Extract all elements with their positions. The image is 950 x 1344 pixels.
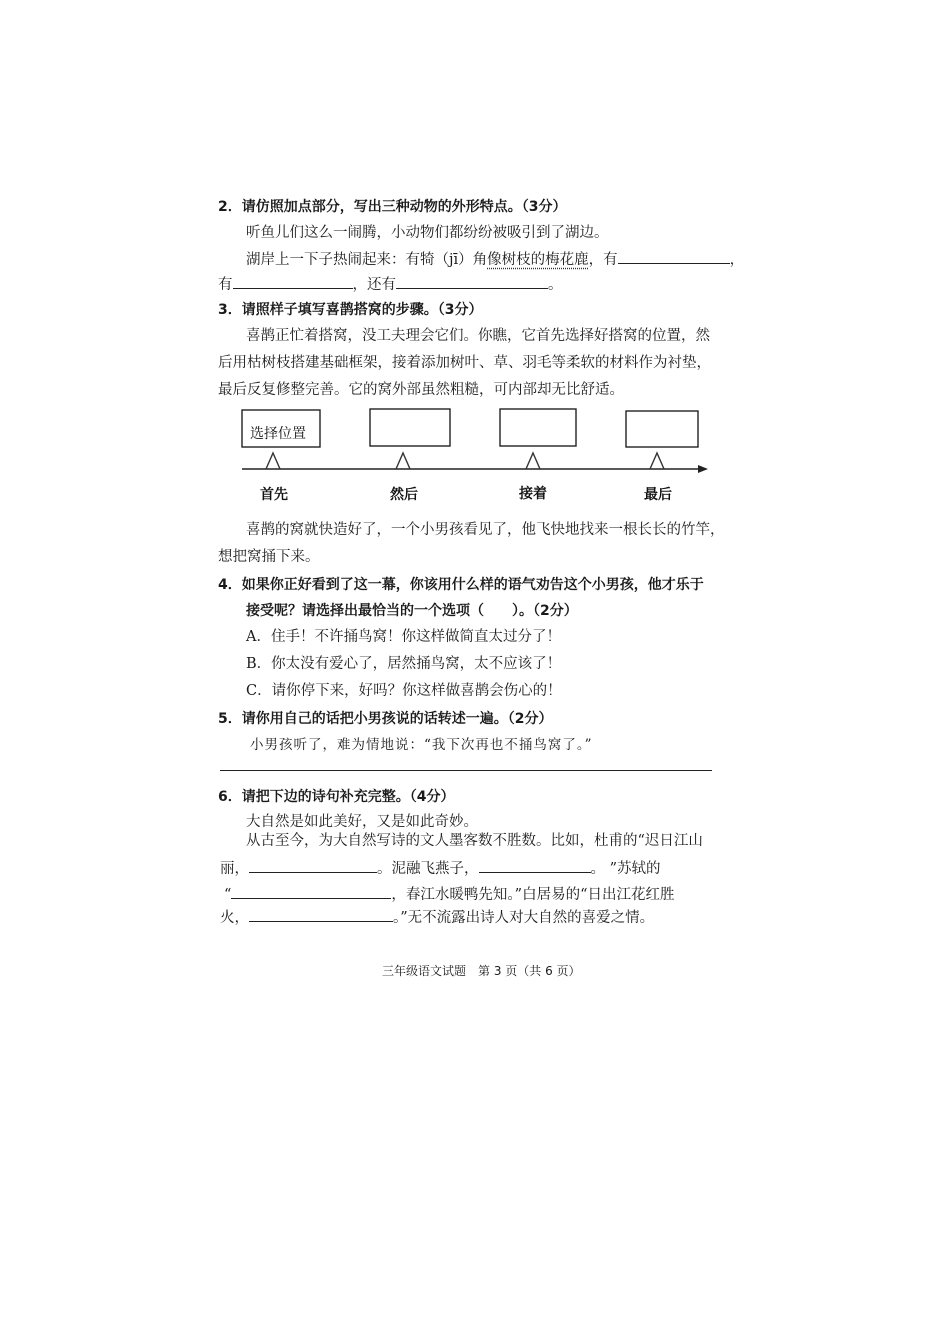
q2-line1: 听鱼儿们这么一闹腾，小动物们都纷纷被吸引到了湖边。 xyxy=(246,225,609,241)
q2-blank-3[interactable] xyxy=(396,273,548,289)
q2-dotted-example: 像树枝的梅花鹿 xyxy=(487,252,589,268)
q4-option-b[interactable]: B．你太没有爱心了，居然捅鸟窝，太不应该了！ xyxy=(246,656,562,672)
step-box-4[interactable] xyxy=(626,411,698,447)
q2-line2-pre: 湖岸上一下子热闹起来：有犄（jī）角 xyxy=(246,252,488,268)
q6-blank-4[interactable] xyxy=(249,906,393,922)
q2-blank-2[interactable] xyxy=(233,273,353,289)
q5-answer-line[interactable] xyxy=(220,770,712,771)
q6-line4-b: ，春江水暖鸭先知。”白居易的“日出江花红胜 xyxy=(391,887,675,903)
tick-3 xyxy=(526,453,540,469)
q6-line3-b: 。泥融飞燕子， xyxy=(377,861,479,877)
q2-line2-mid: ，有 xyxy=(588,252,618,268)
q6-line4 xyxy=(224,883,675,905)
q3-para-line5: 想把窝捅下来。 xyxy=(218,549,320,565)
q6-blank-1[interactable] xyxy=(249,857,377,873)
q2-line3-mid: ，还有 xyxy=(352,277,396,293)
q2-line3-end: 。 xyxy=(548,277,563,293)
q3-para-line2: 后用枯树枝搭建基础框架，接着添加树叶、草、羽毛等柔软的材料作为衬垫， xyxy=(218,355,711,371)
q4-title-line1: 4．如果你正好看到了这一幕，你该用什么样的语气劝告这个小男孩，他才乐于 xyxy=(218,577,704,593)
nest-steps-diagram xyxy=(230,400,720,510)
q2-line3 xyxy=(218,273,563,295)
q6-line5-a: 火， xyxy=(220,910,249,926)
q3-title: 3．请照样子填写喜鹊搭窝的步骤。（3分） xyxy=(218,302,483,318)
q6-title: 6．请把下边的诗句补充完整。（4分） xyxy=(218,789,455,805)
q2-blank-1[interactable] xyxy=(618,248,730,264)
q2-line2 xyxy=(246,248,744,270)
q6-line3 xyxy=(220,857,661,879)
q2-line2-end: ， xyxy=(729,252,745,268)
q6-line2: 从古至今，为大自然写诗的文人墨客数不胜数。比如，杜甫的“迟日江山 xyxy=(246,833,703,849)
q3-para-line3: 最后反复修整完善。它的窝外部虽然粗糙，可内部却无比舒适。 xyxy=(218,382,624,398)
tick-4 xyxy=(650,453,664,469)
tick-2 xyxy=(396,453,410,469)
q6-line4-a: “ xyxy=(224,887,232,903)
q6-blank-3[interactable] xyxy=(231,883,391,899)
step-box-1-text: 选择位置 xyxy=(250,426,306,442)
q6-line3-a: 丽， xyxy=(220,861,249,877)
step-label-3: 接着 xyxy=(519,486,547,502)
step-label-2: 然后 xyxy=(390,487,418,503)
q6-line1: 大自然是如此美好，又是如此奇妙。 xyxy=(246,814,478,830)
q4-option-c[interactable]: C．请你停下来，好吗？你这样做喜鹊会伤心的！ xyxy=(246,683,562,699)
tick-1 xyxy=(266,453,280,469)
q4-option-a[interactable]: A．住手！不许捅鸟窝！你这样做简直太过分了！ xyxy=(246,629,561,645)
page-footer: 三年级语文试题 第 3 页（共 6 页） xyxy=(382,964,581,978)
q3-para-line4: 喜鹊的窝就快造好了，一个小男孩看见了，他飞快地找来一根长长的竹竿， xyxy=(246,522,725,538)
step-label-1: 首先 xyxy=(260,487,288,503)
q2-line3-pre: 有 xyxy=(218,277,233,293)
step-box-2[interactable] xyxy=(370,409,450,446)
q4-title-line2: 接受呢？请选择出最恰当的一个选项（ ）。（2分） xyxy=(246,603,578,619)
timeline-arrowhead xyxy=(698,465,708,473)
step-box-3[interactable] xyxy=(500,409,576,446)
q6-line5-b: 。”无不流露出诗人对大自然的喜爱之情。 xyxy=(393,910,655,926)
q5-quote: 小男孩听了，难为情地说：“我下次再也不捅鸟窝了。” xyxy=(250,737,593,753)
q5-title: 5．请你用自己的话把小男孩说的话转述一遍。（2分） xyxy=(218,711,553,727)
q6-line5 xyxy=(220,906,654,928)
step-label-4: 最后 xyxy=(644,487,672,503)
q6-line3-c: 。 ”苏轼的 xyxy=(590,861,661,877)
q3-para-line1: 喜鹊正忙着搭窝，没工夫理会它们。你瞧，它首先选择好搭窝的位置，然 xyxy=(246,328,710,344)
q6-blank-2[interactable] xyxy=(479,857,591,873)
q2-title: 2．请仿照加点部分，写出三种动物的外形特点。（3分） xyxy=(218,199,567,215)
